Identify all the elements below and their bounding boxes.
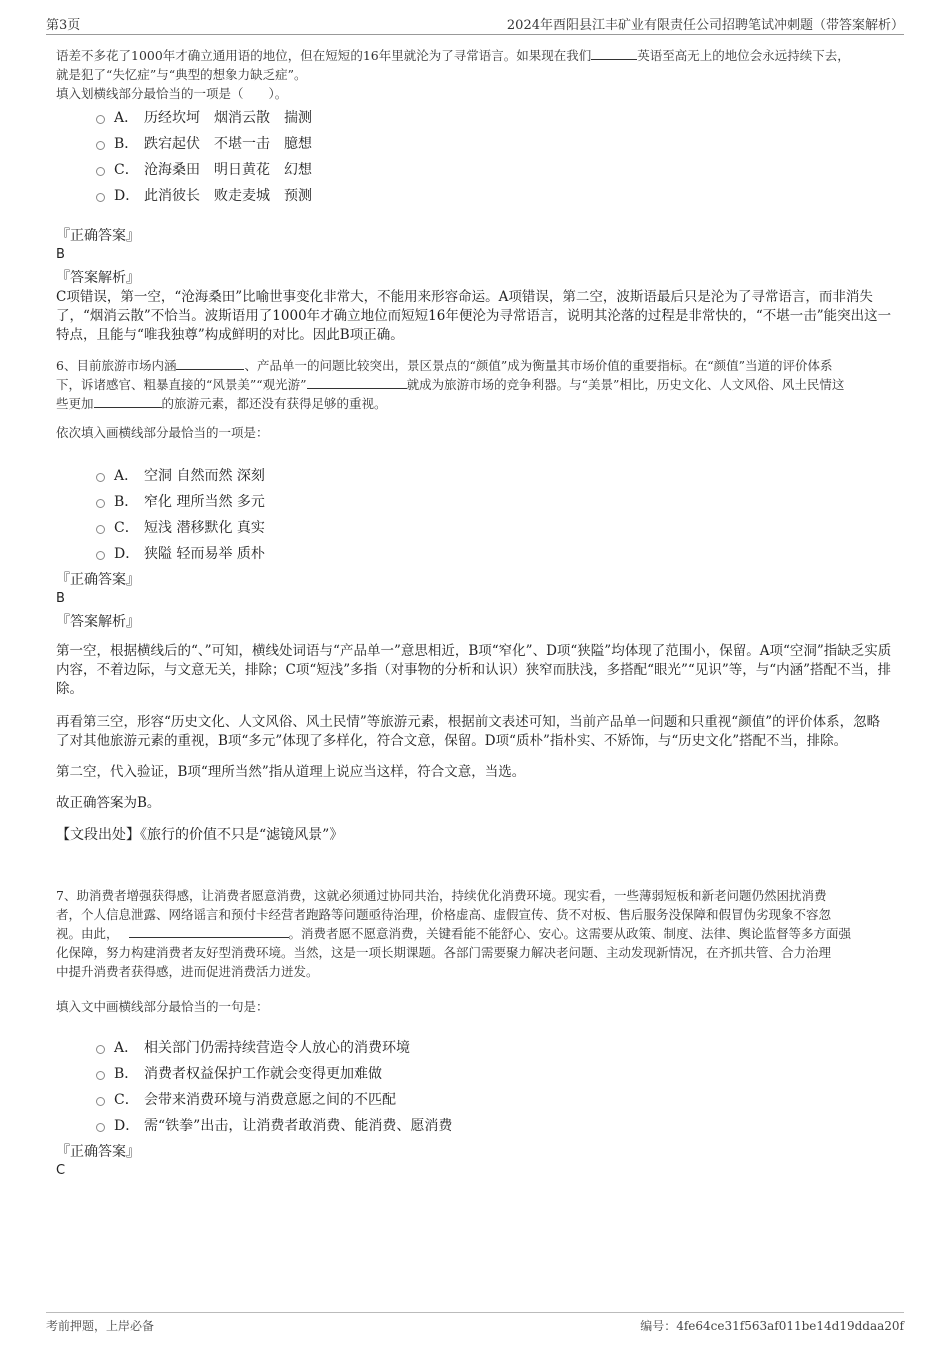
correct-answer-label: 『正确答案』 <box>56 1144 140 1160</box>
radio-icon[interactable] <box>96 167 105 176</box>
radio-icon[interactable] <box>96 1097 105 1106</box>
q5-answer: B <box>56 247 65 262</box>
document-title: 2024年酉阳县江丰矿业有限责任公司招聘笔试冲刺题（带答案解析） <box>506 18 904 33</box>
q6-analysis-4: 故正确答案为B。 <box>56 795 161 811</box>
radio-icon[interactable] <box>96 115 105 124</box>
analysis-label: 『答案解析』 <box>56 270 140 286</box>
radio-icon[interactable] <box>96 141 105 150</box>
radio-icon[interactable] <box>96 193 105 202</box>
q6-option-c[interactable]: C． 短浅 潜移默化 真实 <box>96 514 265 540</box>
q7-answer-block <box>56 1142 892 1180</box>
q5-text-c: 就是犯了“失忆症”与“典型的想象力缺乏症”。 <box>56 67 307 82</box>
q6-option-b[interactable]: B． 窄化 理所当然 多元 <box>96 488 265 514</box>
q7-option-d[interactable]: D． 需“铁拳”出击，让消费者敢消费、能消费、愿消费 <box>96 1112 452 1138</box>
q6-analysis-3: 第二空，代入验证，B项“理所当然”指从道理上说应当这样，符合文意，当选。 <box>56 764 526 780</box>
q5-stem <box>56 46 892 103</box>
q6-option-d[interactable]: D． 狭隘 轻而易举 质朴 <box>96 540 265 566</box>
q6-stem: 6、目前旅游市场内涵 、产品单一的问题比较突出，景区景点的“颜值”成为衡量其市场价值的重要指标。在“颜值”当道的评价体系 下，诉诸感官、粗暴直接的“风景美”“观光游” 就成为旅游市场的竞争利器。与“美景”相比，历史文化、人文风俗、风土民情这 些更加 的旅游元素，都还没有获得足够的重视。 依次填入画横线部分最恰当的一项是： <box>56 356 892 442</box>
radio-icon[interactable] <box>96 551 105 560</box>
radio-icon[interactable] <box>96 525 105 534</box>
q7-options <box>96 1034 452 1138</box>
page-footer <box>46 1312 904 1340</box>
q6-answer: B <box>56 591 65 606</box>
q6-options <box>96 462 265 566</box>
radio-icon[interactable] <box>96 473 105 482</box>
q5-analysis: C项错误，第一空，“沧海桑田”比喻世事变化非常大，不能用来形容命运。A项错误，第二空，波斯语最后只是沦为了寻常语言，而非消失了，“烟消云散”不恰当。波斯语用了1000年才确立地位而短短16年便沦为寻常语言，说明其沦落的过程是非常快的，“不堪一击”能突出这一特点，且能与“唯我独尊”构成鲜明的对比。因此B项正确。 <box>56 289 892 343</box>
correct-answer-label: 『正确答案』 <box>56 228 140 244</box>
q6-analysis-1: 第一空，根据横线后的“、”可知，横线处词语与“产品单一”意思相近，B项“窄化”、D项“狭隘”均体现了范围小，保留。A项“空洞”指缺乏实质内容，不着边际，与文意无关，排除；C项“短浅”多指（对事物的分析和认识）狭窄而肤浅，多搭配“眼光”“见识”等，与“内涵”搭配不当，排除。 <box>56 643 892 697</box>
q5-option-b[interactable]: B． 跌宕起伏 不堪一击 臆想 <box>96 130 312 156</box>
q5-prompt: 填入划横线部分最恰当的一项是（ ）。 <box>56 86 288 101</box>
footer-slogan: 考前押题，上岸必备 <box>46 1319 155 1333</box>
q5-text-b: 英语至高无上的地位会永远持续下去， <box>637 48 850 63</box>
blank <box>94 394 162 408</box>
radio-icon[interactable] <box>96 1045 105 1054</box>
radio-icon[interactable] <box>96 1071 105 1080</box>
q5-option-a[interactable]: A． 历经坎坷 烟消云散 揣测 <box>96 104 312 130</box>
q6-source: 【文段出处】《旅行的价值不只是“滤镜风景”》 <box>56 827 344 843</box>
q6-answer-block <box>56 570 892 845</box>
document-id: 编号：4fe64ce31f563af011be14d19ddaa20f <box>640 1319 904 1333</box>
q6-option-a[interactable]: A． 空洞 自然而然 深刻 <box>96 462 265 488</box>
q7-option-c[interactable]: C． 会带来消费环境与消费意愿之间的不匹配 <box>96 1086 452 1112</box>
q7-option-a[interactable]: A． 相关部门仍需持续营造令人放心的消费环境 <box>96 1034 452 1060</box>
q5-options <box>96 104 312 208</box>
q7-stem: 7、助消费者增强获得感，让消费者愿意消费，这就必须通过协同共治，持续优化消费环境。现实看，一些薄弱短板和新老问题仍然困扰消费 者，个人信息泄露、网络谣言和预付卡经营者跑路等问题亟待治理，价格虚高、虚假宣传、货不对板、售后服务没保障和假冒伪劣现象不容忽 视。由此， 。消费者愿不愿意消费，关键看能不能舒心、安心。这需要从政策、制度、法律、舆论监督等多方面强 化保障，努力构建消费者友好型消费环境。当然，这是一项长期课题。各部门需要聚力解决老问题、主动发现新情况，在齐抓共管、合力治理 中提升消费者获得感，进而促进消费活力迸发。 填入文中画横线部分最恰当的一句是： <box>56 886 892 1016</box>
q6-analysis-2: 再看第三空，形容“历史文化、人文风俗、风土民情”等旅游元素，根据前文表述可知，当前产品单一问题和只重视“颜值”的评价体系，忽略了对其他旅游元素的重视，B项“多元”体现了多样化，符合文意，保留。D项“质朴”指朴实、不矫饰，与“历史文化”搭配不当，排除。 <box>56 714 881 749</box>
blank <box>591 46 637 60</box>
blank <box>307 375 407 389</box>
q5-text-a: 语差不多花了1000年才确立通用语的地位，但在短短的16年里就沦为了寻常语言。如果现在我们 <box>56 48 592 63</box>
page-number: 第3页 <box>46 18 81 33</box>
correct-answer-label: 『正确答案』 <box>56 572 140 588</box>
q5-answer-block <box>56 226 892 345</box>
q6-prompt: 依次填入画横线部分最恰当的一项是： <box>56 425 269 440</box>
blank <box>129 924 289 938</box>
radio-icon[interactable] <box>96 1123 105 1132</box>
q5-option-d[interactable]: D． 此消彼长 败走麦城 预测 <box>96 182 312 208</box>
analysis-label: 『答案解析』 <box>56 614 140 630</box>
blank <box>176 356 244 370</box>
q7-answer: C <box>56 1163 66 1178</box>
page-header <box>46 14 904 35</box>
radio-icon[interactable] <box>96 499 105 508</box>
q7-option-b[interactable]: B． 消费者权益保护工作就会变得更加难做 <box>96 1060 452 1086</box>
q5-option-c[interactable]: C． 沧海桑田 明日黄花 幻想 <box>96 156 312 182</box>
q7-prompt: 填入文中画横线部分最恰当的一句是： <box>56 999 269 1014</box>
